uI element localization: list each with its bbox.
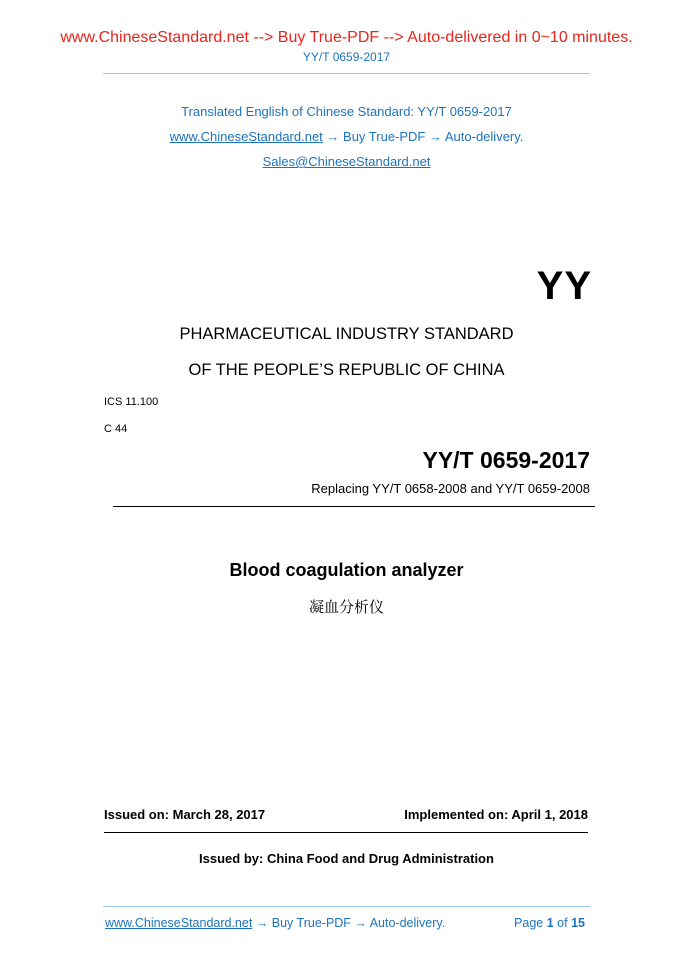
footer-divider (103, 906, 590, 907)
yy-logo: YY (536, 264, 592, 308)
translated-note: Translated English of Chinese Standard: YY/T 0659-2017 (181, 104, 512, 119)
intro-site-link[interactable]: www.ChineseStandard.net (169, 129, 323, 144)
footer-site-line (105, 916, 445, 930)
replacing-note: Replacing YY/T 0658-2008 and YY/T 0659-2008 (311, 481, 590, 496)
number-divider (113, 506, 595, 507)
title-line-1: PHARMACEUTICAL INDUSTRY STANDARD (179, 325, 514, 343)
page-current: 1 (546, 916, 554, 930)
intro-site-suffix: → Buy True-PDF → Auto-delivery. (322, 129, 524, 144)
page-total: 15 (571, 916, 585, 930)
ccs-code: C 44 (104, 423, 128, 435)
english-title: Blood coagulation analyzer (229, 560, 464, 580)
title-line-2: OF THE PEOPLE’S REPUBLIC OF CHINA (188, 361, 505, 379)
dates-divider (104, 832, 588, 833)
page-of: of (557, 916, 568, 930)
ics-code: ICS 11.100 (104, 396, 159, 408)
intro-site-line (0, 129, 693, 144)
page-label: Page (514, 916, 544, 930)
issued-by: Issued by: China Food and Drug Administration (199, 851, 494, 866)
footer-site-link[interactable]: www.ChineseStandard.net (105, 916, 253, 930)
intro-email-link[interactable]: Sales@ChineseStandard.net (262, 154, 431, 169)
chinese-title: 凝血分析仪 (308, 598, 384, 616)
header-divider (103, 73, 590, 74)
header-banner[interactable]: www.ChineseStandard.net --> Buy True-PDF --> Auto-delivered in 0~10 minutes. (60, 29, 633, 46)
footer-site-suffix: → Buy True-PDF → Auto-delivery. (252, 916, 446, 930)
standard-number: YY/T 0659-2017 (422, 447, 590, 473)
header-doc-code: YY/T 0659-2017 (302, 50, 391, 64)
implemented-on: Implemented on: April 1, 2018 (404, 807, 588, 822)
page-indicator (470, 916, 585, 930)
issued-on: Issued on: March 28, 2017 (104, 807, 266, 822)
